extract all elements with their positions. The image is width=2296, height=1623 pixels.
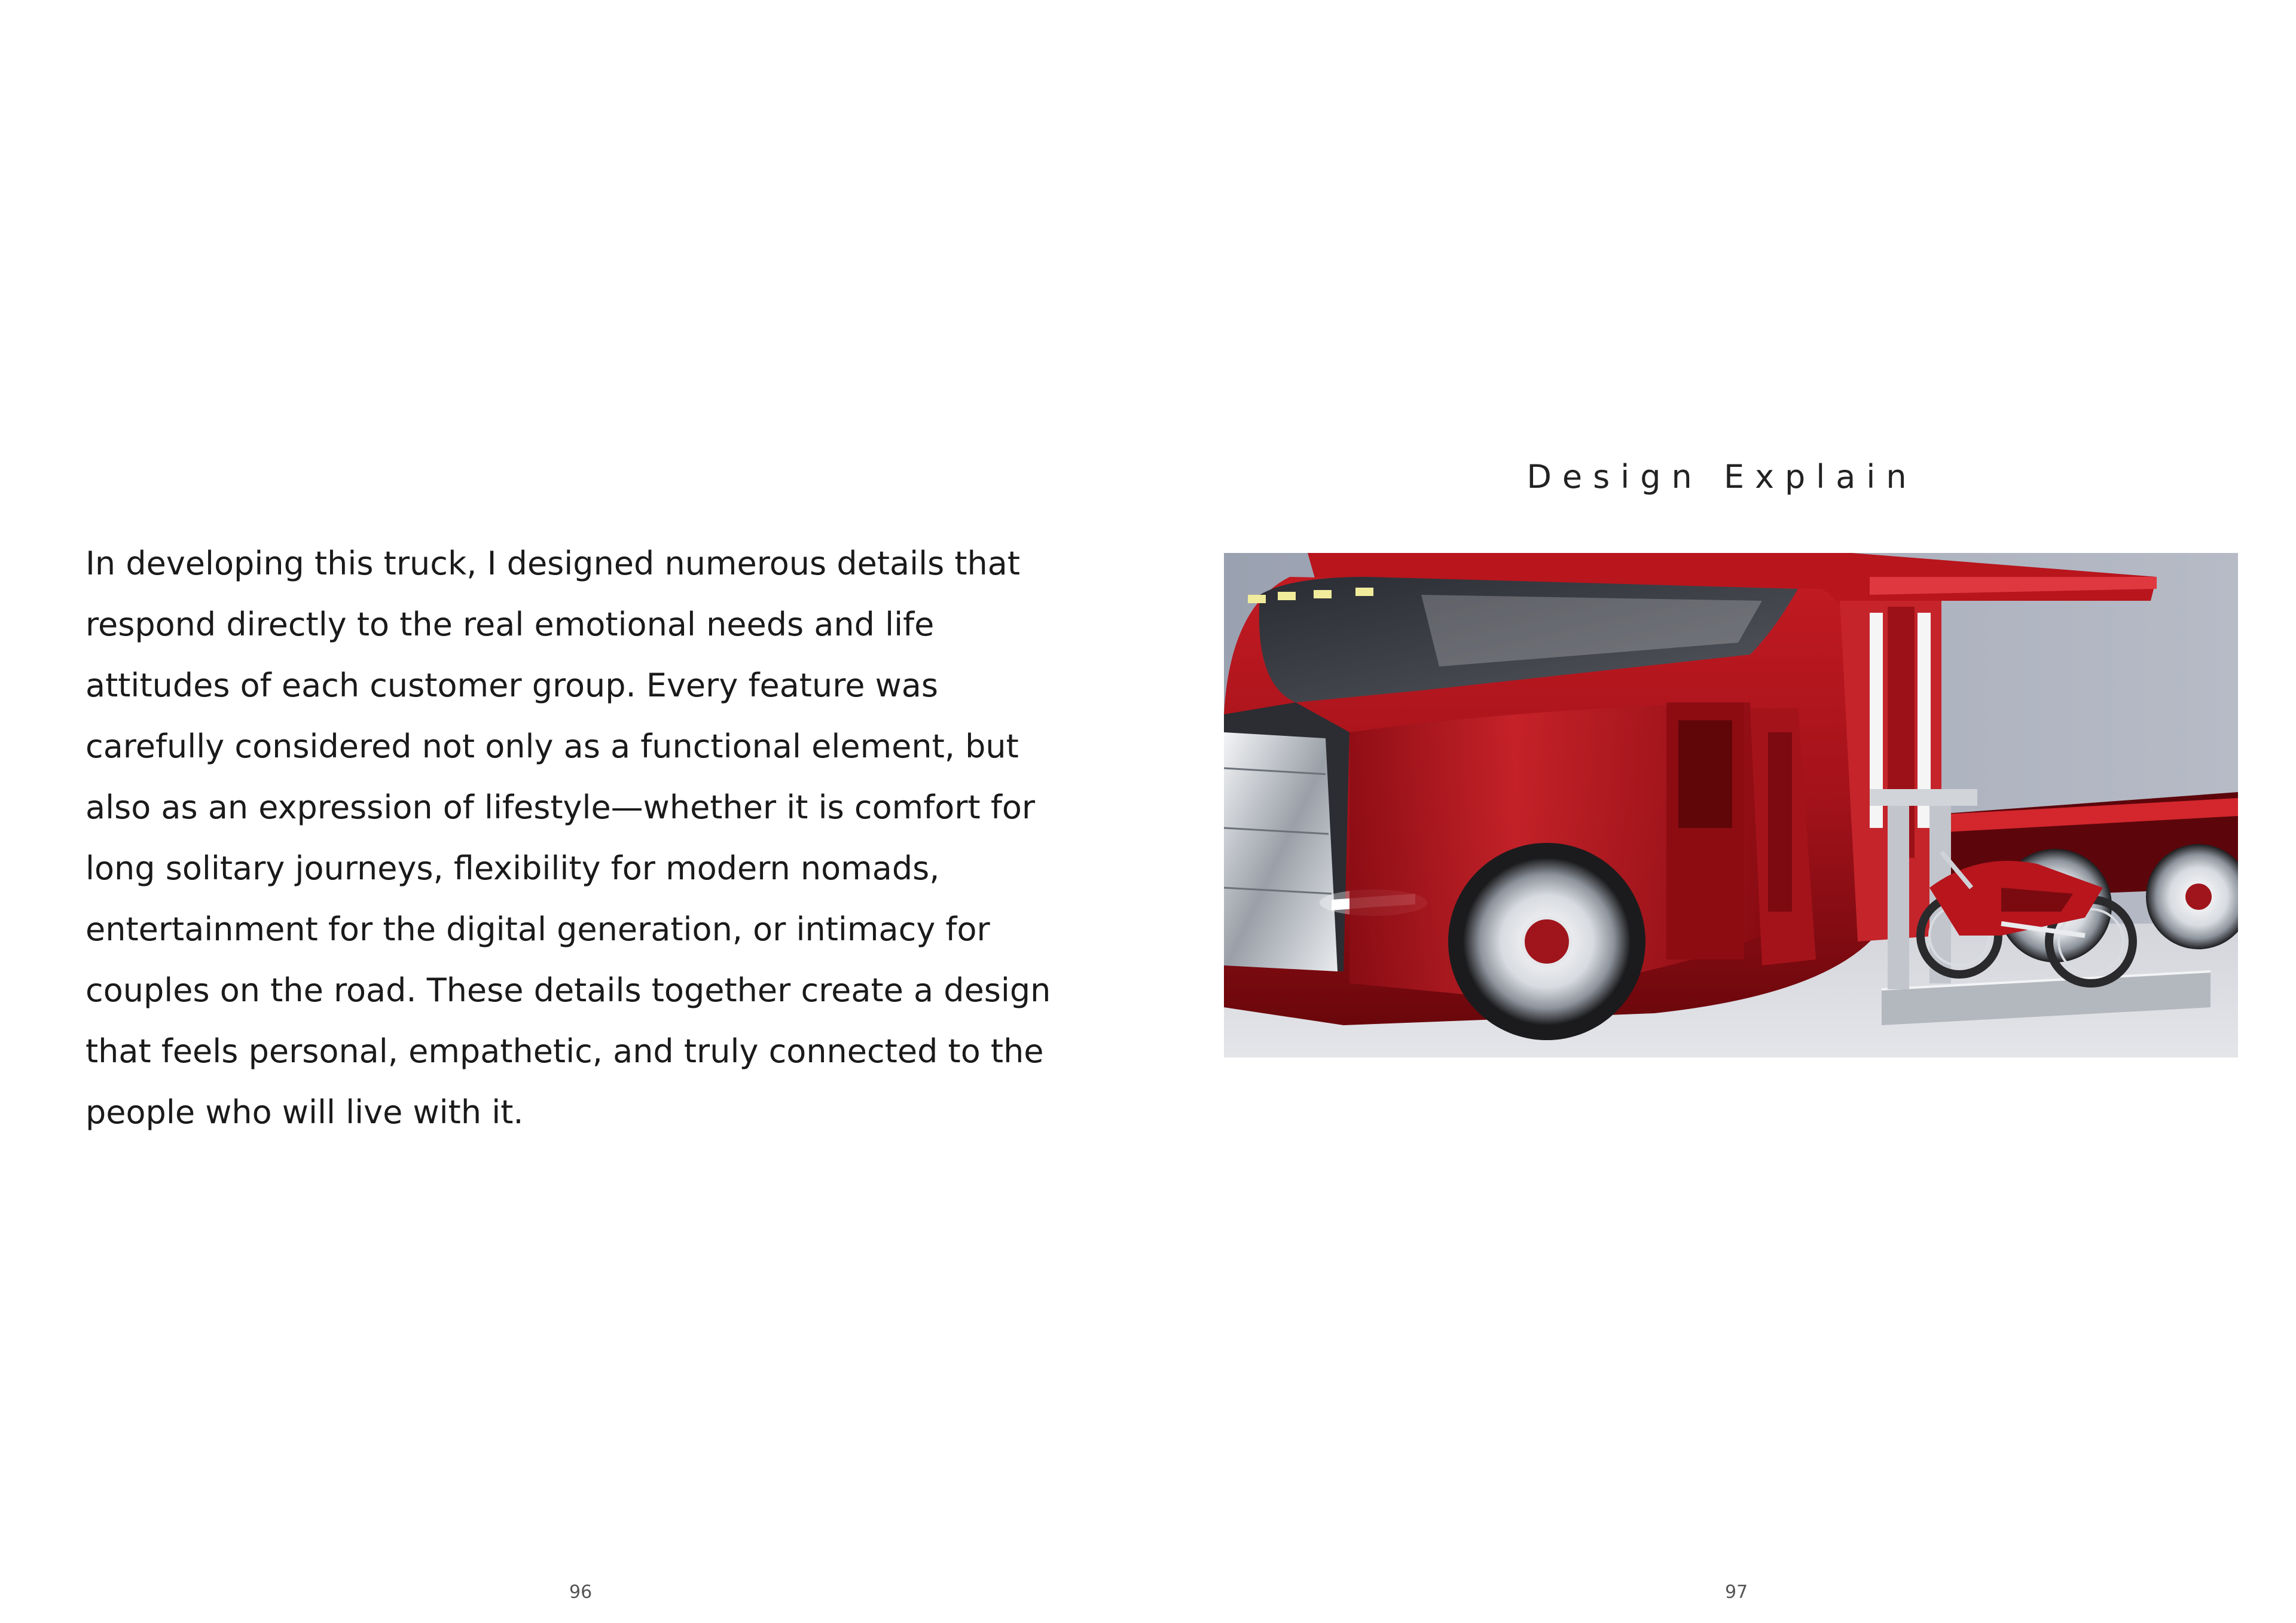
paragraph-line: also as an expression of lifestyle—whether it is comfort for [86, 788, 1036, 826]
paragraph-line: carefully considered not only as a functional element, but [86, 728, 1019, 765]
page-number-right: 97 [1725, 1582, 1748, 1603]
paragraph-line: entertainment for the digital generation, or intimacy for [86, 910, 990, 948]
body-paragraph [86, 533, 1102, 1143]
paragraph-line: respond directly to the real emotional needs and life [86, 606, 935, 643]
truck-illustration [1224, 553, 2238, 1057]
page-number-left: 96 [569, 1582, 593, 1603]
section-title: Design Explain [1526, 458, 1918, 496]
paragraph-line: couples on the road. These details together create a design [86, 971, 1051, 1009]
paragraph-line: In developing this truck, I designed numerous details that [86, 545, 1021, 582]
truck-render-image [1224, 553, 2238, 1057]
paragraph-line: long solitary journeys, flexibility for modern nomads, [86, 849, 940, 887]
paragraph-line: attitudes of each customer group. Every feature was [86, 667, 938, 704]
right-page [1148, 0, 2296, 1623]
paragraph-line: that feels personal, empathetic, and truly connected to the [86, 1032, 1044, 1070]
paragraph-line: people who will live with it. [86, 1093, 524, 1131]
